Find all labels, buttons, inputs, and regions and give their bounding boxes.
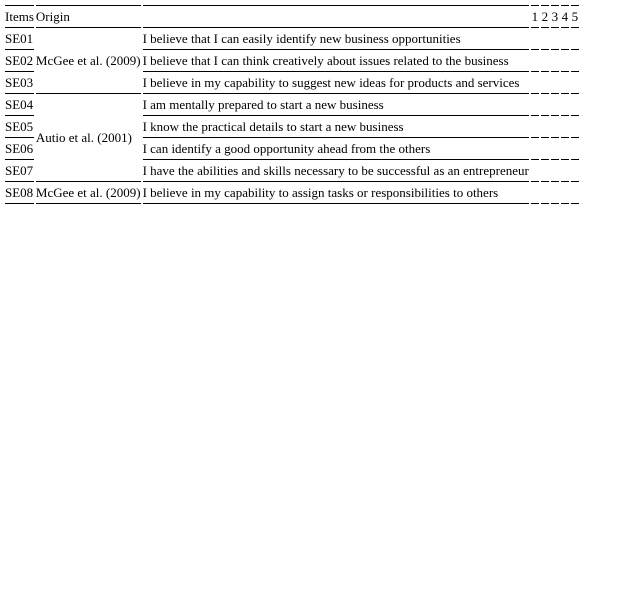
header-scale-5: 5 (571, 5, 579, 28)
score-cell-3 (551, 94, 559, 116)
score-cell-3 (551, 116, 559, 138)
item-code: SE02 (5, 50, 34, 72)
header-scale-3: 3 (551, 5, 559, 28)
item-code: SE01 (5, 28, 34, 50)
score-cell-2 (541, 28, 549, 50)
score-cell-3 (551, 28, 559, 50)
score-cell-1 (531, 182, 539, 204)
item-statement: I can identify a good opportunity ahead from the others (143, 138, 529, 160)
score-cell-5 (571, 72, 579, 94)
item-statement: I believe that I can easily identify new business opportunities (143, 28, 529, 50)
table-row (5, 94, 579, 116)
score-cell-4 (561, 116, 569, 138)
table-row (5, 182, 579, 204)
item-statement: I believe in my capability to suggest new ideas for products and services (143, 72, 529, 94)
item-code: SE06 (5, 138, 34, 160)
score-cell-5 (571, 160, 579, 182)
header-items: Items (5, 5, 34, 28)
item-code: SE08 (5, 182, 34, 204)
score-cell-5 (571, 28, 579, 50)
score-cell-4 (561, 138, 569, 160)
header-statement (143, 5, 529, 28)
score-cell-4 (561, 182, 569, 204)
score-cell-2 (541, 182, 549, 204)
item-code: SE07 (5, 160, 34, 182)
score-cell-1 (531, 160, 539, 182)
score-cell-1 (531, 138, 539, 160)
score-cell-5 (571, 50, 579, 72)
self-efficacy-items-table (3, 5, 581, 204)
score-cell-4 (561, 50, 569, 72)
score-cell-2 (541, 94, 549, 116)
score-cell-2 (541, 138, 549, 160)
score-cell-5 (571, 94, 579, 116)
header-scale-1: 1 (531, 5, 539, 28)
item-origin: McGee et al. (2009) (36, 28, 141, 94)
score-cell-3 (551, 72, 559, 94)
score-cell-1 (531, 50, 539, 72)
score-cell-2 (541, 160, 549, 182)
score-cell-4 (561, 94, 569, 116)
score-cell-4 (561, 28, 569, 50)
score-cell-2 (541, 116, 549, 138)
header-row (5, 5, 579, 28)
header-scale-2: 2 (541, 5, 549, 28)
item-statement: I have the abilities and skills necessary to be successful as an entrepreneur (143, 160, 529, 182)
item-origin: Autio et al. (2001) (36, 94, 141, 182)
score-cell-5 (571, 182, 579, 204)
item-code: SE04 (5, 94, 34, 116)
score-cell-1 (531, 94, 539, 116)
item-statement: I am mentally prepared to start a new business (143, 94, 529, 116)
score-cell-3 (551, 160, 559, 182)
score-cell-5 (571, 138, 579, 160)
item-code: SE05 (5, 116, 34, 138)
score-cell-1 (531, 28, 539, 50)
score-cell-1 (531, 116, 539, 138)
item-statement: I believe that I can think creatively about issues related to the business (143, 50, 529, 72)
header-origin: Origin (36, 5, 141, 28)
item-code: SE03 (5, 72, 34, 94)
item-statement: I know the practical details to start a new business (143, 116, 529, 138)
item-statement: I believe in my capability to assign tasks or responsibilities to others (143, 182, 529, 204)
score-cell-2 (541, 50, 549, 72)
score-cell-3 (551, 138, 559, 160)
score-cell-2 (541, 72, 549, 94)
score-cell-3 (551, 182, 559, 204)
table-row (5, 28, 579, 50)
score-cell-1 (531, 72, 539, 94)
item-origin: McGee et al. (2009) (36, 182, 141, 204)
score-cell-4 (561, 72, 569, 94)
score-cell-3 (551, 50, 559, 72)
score-cell-5 (571, 116, 579, 138)
score-cell-4 (561, 160, 569, 182)
header-scale-4: 4 (561, 5, 569, 28)
